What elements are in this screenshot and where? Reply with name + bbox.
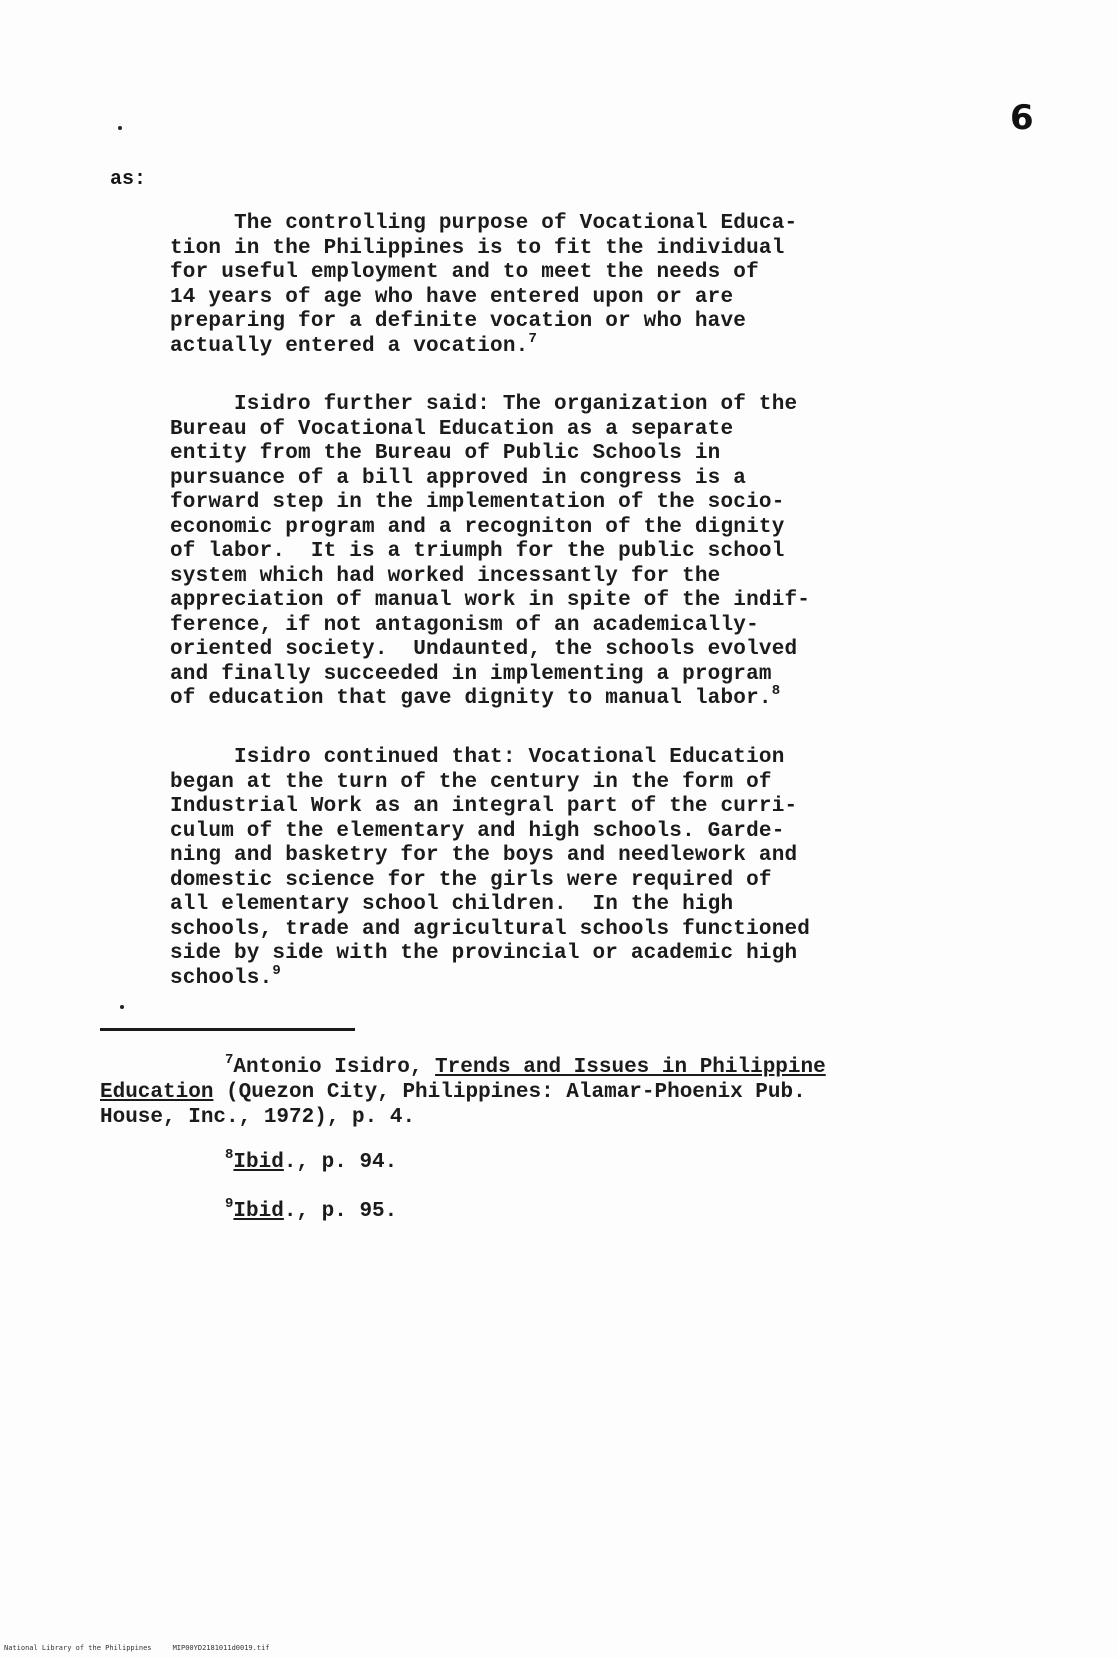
scan-speck xyxy=(118,126,122,130)
paragraph-bureau-organization xyxy=(170,393,810,712)
text-line: side by side with the provincial or academic high xyxy=(170,942,798,965)
text-line: entity from the Bureau of Public Schools in xyxy=(170,442,721,465)
footnote-8 xyxy=(100,1147,826,1175)
text-line: preparing for a definite vocation or who have xyxy=(170,310,747,333)
text-line: pursuance of a bill approved in congress is a xyxy=(170,466,747,490)
footnote-title-cont: Education xyxy=(100,1081,214,1104)
footnote-publisher: (Quezon City, Philippines: Alamar-Phoenix Pub. xyxy=(213,1081,806,1104)
text-line: schools, trade and agricultural schools functioned xyxy=(170,917,811,941)
paragraph-vocational-purpose xyxy=(170,212,797,359)
footnote-7-line-1 xyxy=(100,1052,826,1080)
text-line: forward step in the implementation of the socio- xyxy=(170,491,785,514)
continued-fragment: as: xyxy=(110,168,147,191)
text-line: 14 years of age who have entered upon or are xyxy=(170,285,734,309)
text-line: Bureau of Vocational Education as a separate xyxy=(170,417,734,441)
scan-speck xyxy=(120,1005,124,1009)
text-line: oriented society. Undaunted, the schools evolved xyxy=(170,638,798,661)
footnote-divider xyxy=(100,1028,355,1031)
text-line-content: schools. xyxy=(170,966,273,990)
footnote-mark: 7 xyxy=(225,1052,234,1068)
text-line: domestic science for the girls were required of xyxy=(170,868,772,892)
footnote-page: ., p. 94. xyxy=(283,1151,398,1174)
text-line: for useful employment and to meet the needs of xyxy=(170,261,759,284)
footnote-mark: 9 xyxy=(225,1196,234,1212)
footnote-9 xyxy=(100,1196,826,1224)
text-line: Isidro continued that: Vocational Education xyxy=(170,746,785,769)
scan-footer: National Library of the Philippines MIP00YD2181011d0019.tif xyxy=(4,1644,270,1652)
footnote-ibid: Ibid xyxy=(233,1151,284,1174)
text-line: of labor. It is a triumph for the public school xyxy=(170,540,785,563)
text-line-last xyxy=(170,962,810,992)
paragraph-industrial-work xyxy=(170,746,810,991)
footnote-ref: 8 xyxy=(771,683,781,699)
footnote-mark: 8 xyxy=(225,1147,234,1163)
footnote-7-line-2 xyxy=(100,1080,826,1105)
text-line-last xyxy=(170,683,810,712)
text-line: tion in the Philippines is to fit the individual xyxy=(170,236,785,260)
footnote-ref: 9 xyxy=(272,962,282,979)
text-line: all elementary school children. In the high xyxy=(170,893,734,916)
text-line: Industrial Work as an integral part of the curri- xyxy=(170,795,798,818)
text-line-content: of education that gave dignity to manual labor. xyxy=(170,687,772,710)
footnote-7-line-3: House, Inc., 1972), p. 4. xyxy=(100,1106,416,1129)
text-line: ning and basketry for the boys and needlework and xyxy=(170,844,798,867)
text-line: Isidro further said: The organization of the xyxy=(170,393,798,416)
text-line: appreciation of manual work in spite of the indif- xyxy=(170,589,811,612)
text-line: system which had worked incessantly for the xyxy=(170,564,721,588)
footnotes xyxy=(100,1052,826,1224)
text-line: culum of the elementary and high schools. Garde- xyxy=(170,819,785,843)
footnote-title: Trends and Issues in Philippine xyxy=(435,1056,826,1079)
text-line-content: actually entered a vocation. xyxy=(170,334,529,358)
footnote-author: Antonio Isidro, xyxy=(233,1056,436,1079)
text-line: ference, if not antagonism of an academically- xyxy=(170,613,759,637)
text-line: The controlling purpose of Vocational Educa- xyxy=(170,212,798,235)
text-line: economic program and a recogniton of the dignity xyxy=(170,515,785,539)
text-line: began at the turn of the century in the form of xyxy=(170,770,772,794)
text-line: and finally succeeded in implementing a program xyxy=(170,662,772,686)
footnote-ibid: Ibid xyxy=(233,1200,284,1223)
page-number: 6 xyxy=(1010,98,1034,138)
footnote-ref: 7 xyxy=(528,330,538,347)
text-line-last xyxy=(170,330,797,360)
footnote-page: ., p. 95. xyxy=(283,1200,398,1223)
